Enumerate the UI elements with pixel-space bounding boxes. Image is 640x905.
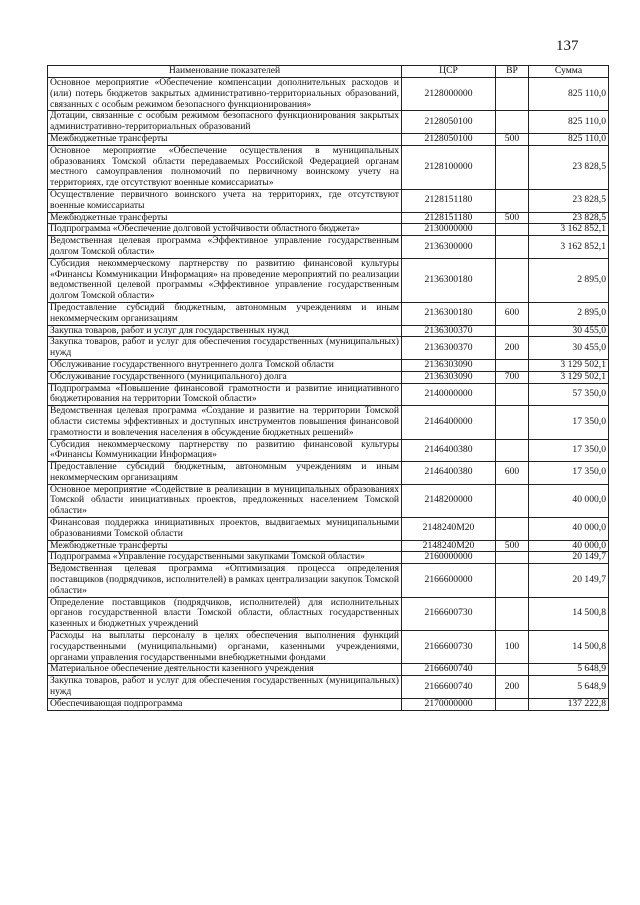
row-vr-cell: [496, 698, 529, 710]
row-sum-cell: 23 828,5: [529, 212, 609, 224]
table-row: [48, 406, 609, 439]
row-name-cell: Материальное обеспечение деятельности казенного учреждения: [48, 664, 402, 676]
row-name-cell: Межбюджетные трансферты: [48, 540, 402, 552]
row-vr-cell: 500: [496, 133, 529, 145]
table-row: [48, 302, 609, 325]
table-row: [48, 518, 609, 541]
row-name-cell: Ведомственная целевая программа «Оптимизация процесса определения поставщиков (подрядчиков, исполнителей) в рамках централизации закупок Томской области»: [48, 564, 402, 597]
table-row: [48, 462, 609, 485]
row-sum-cell: 825 110,0: [529, 78, 609, 111]
row-vr-cell: [496, 189, 529, 212]
row-csr-cell: 2166600730: [402, 631, 496, 664]
table-row: [48, 564, 609, 597]
row-vr-cell: [496, 518, 529, 541]
table-row: [48, 337, 609, 360]
row-csr-cell: 2128151180: [402, 189, 496, 212]
table-row: [48, 258, 609, 302]
row-csr-cell: 2148200000: [402, 484, 496, 517]
row-name-cell: Закупка товаров, работ и услуг для государственных нужд: [48, 325, 402, 337]
header-name: Наименование показателей: [48, 66, 402, 78]
row-vr-cell: [496, 484, 529, 517]
header-sum: Сумма: [529, 66, 609, 78]
table-row: [48, 371, 609, 383]
row-name-cell: Финансовая поддержка инициативных проектов, выдвигаемых муниципальными образованиями Томской области: [48, 518, 402, 541]
row-name-cell: Ведомственная целевая программа «Эффективное управление государственным долгом Томской области»: [48, 236, 402, 259]
row-csr-cell: 2166600730: [402, 597, 496, 630]
row-csr-cell: 2136300180: [402, 258, 496, 302]
row-sum-cell: 3 129 502,1: [529, 371, 609, 383]
row-vr-cell: [496, 359, 529, 371]
row-vr-cell: 500: [496, 540, 529, 552]
row-sum-cell: 825 110,0: [529, 111, 609, 134]
row-vr-cell: 500: [496, 212, 529, 224]
table-row: [48, 145, 609, 189]
row-csr-cell: 2170000000: [402, 698, 496, 710]
row-csr-cell: 2130000000: [402, 224, 496, 236]
row-vr-cell: 200: [496, 337, 529, 360]
table-row: [48, 224, 609, 236]
row-sum-cell: 825 110,0: [529, 133, 609, 145]
row-sum-cell: 3 162 852,1: [529, 236, 609, 259]
row-csr-cell: 2128151180: [402, 212, 496, 224]
row-vr-cell: [496, 78, 529, 111]
row-sum-cell: 20 149,7: [529, 552, 609, 564]
table-row: [48, 439, 609, 462]
row-sum-cell: 57 350,0: [529, 383, 609, 406]
row-name-cell: Межбюджетные трансферты: [48, 212, 402, 224]
row-name-cell: Расходы на выплаты персоналу в целях обеспечения выполнения функций государственными (муниципальными) органами, казенными учреждениями, органами управления государственными внебюджетными фондами: [48, 631, 402, 664]
row-name-cell: Дотации, связанные с особым режимом безопасного функционирования закрытых административно-территориальных образований: [48, 111, 402, 134]
row-vr-cell: 200: [496, 676, 529, 699]
row-csr-cell: 2136303090: [402, 371, 496, 383]
table-header-row: [48, 66, 609, 78]
row-vr-cell: [496, 597, 529, 630]
row-sum-cell: 3 129 502,1: [529, 359, 609, 371]
row-csr-cell: 2136303090: [402, 359, 496, 371]
row-name-cell: Закупка товаров, работ и услуг для обеспечения государственных (муниципальных) нужд: [48, 337, 402, 360]
row-sum-cell: 137 222,8: [529, 698, 609, 710]
row-sum-cell: 2 895,0: [529, 258, 609, 302]
table-row: [48, 78, 609, 111]
row-csr-cell: 2136300180: [402, 302, 496, 325]
row-name-cell: Ведомственная целевая программа «Создание и развитие на территории Томской области системы эффективных и доступных инструментов повышения финансовой грамотности и вовлечения населения в обсуждение бюджетных решений»: [48, 406, 402, 439]
row-csr-cell: 2128100000: [402, 145, 496, 189]
row-csr-cell: 2146400000: [402, 406, 496, 439]
row-csr-cell: 2136300370: [402, 325, 496, 337]
row-csr-cell: 2146400380: [402, 462, 496, 485]
row-csr-cell: 2166600000: [402, 564, 496, 597]
row-csr-cell: 2136300370: [402, 337, 496, 360]
table-row: [48, 540, 609, 552]
table-row: [48, 698, 609, 710]
row-sum-cell: 30 455,0: [529, 337, 609, 360]
table-row: [48, 359, 609, 371]
table-row: [48, 597, 609, 630]
row-sum-cell: 14 500,8: [529, 631, 609, 664]
row-sum-cell: 5 648,9: [529, 676, 609, 699]
row-vr-cell: [496, 564, 529, 597]
row-name-cell: Субсидия некоммерческому партнерству по развитию финансовой культуры «Финансы Коммуникации Информация»: [48, 439, 402, 462]
row-name-cell: Обеспечивающая подпрограмма: [48, 698, 402, 710]
row-vr-cell: 700: [496, 371, 529, 383]
row-csr-cell: 2128000000: [402, 78, 496, 111]
row-vr-cell: 100: [496, 631, 529, 664]
row-vr-cell: [496, 111, 529, 134]
row-sum-cell: 17 350,0: [529, 462, 609, 485]
row-name-cell: Подпрограмма «Повышение финансовой грамотности и развитие инициативного бюджетирования на территории Томской области»: [48, 383, 402, 406]
row-sum-cell: 40 000,0: [529, 484, 609, 517]
row-name-cell: Основное мероприятие «Обеспечение осуществления в муниципальных образованиях Томской области передаваемых Российской Федерацией органам местного самоуправления полномочий по первичному воинскому учету на территориях, где отсутствуют военные комиссариаты»: [48, 145, 402, 189]
row-sum-cell: 17 350,0: [529, 406, 609, 439]
table-row: [48, 552, 609, 564]
row-vr-cell: [496, 236, 529, 259]
row-sum-cell: 40 000,0: [529, 518, 609, 541]
row-name-cell: Субсидия некоммерческому партнерству по развитию финансовой культуры «Финансы Коммуникации Информация» на проведение мероприятий по реализации ведомственной целевой программы «Эффективное управление государственным долгом Томской области»: [48, 258, 402, 302]
row-csr-cell: 2166600740: [402, 676, 496, 699]
row-vr-cell: [496, 224, 529, 236]
row-vr-cell: [496, 406, 529, 439]
table-row: [48, 111, 609, 134]
table-row: [48, 484, 609, 517]
row-vr-cell: [496, 552, 529, 564]
row-name-cell: Осуществление первичного воинского учета на территориях, где отсутствуют военные комиссариаты: [48, 189, 402, 212]
budget-table: [47, 65, 609, 711]
header-csr: ЦСР: [402, 66, 496, 78]
table-row: [48, 325, 609, 337]
row-name-cell: Определение поставщиков (подрядчиков, исполнителей) для исполнительных органов государственной власти Томской области, областных государственных казенных и бюджетных учреждений: [48, 597, 402, 630]
row-name-cell: Подпрограмма «Управление государственными закупками Томской области»: [48, 552, 402, 564]
row-name-cell: Обслуживание государственного (муниципального) долга: [48, 371, 402, 383]
row-sum-cell: 2 895,0: [529, 302, 609, 325]
row-name-cell: Предоставление субсидий бюджетным, автономным учреждениям и иным некоммерческим организациям: [48, 302, 402, 325]
table-row: [48, 133, 609, 145]
row-vr-cell: [496, 439, 529, 462]
row-name-cell: Межбюджетные трансферты: [48, 133, 402, 145]
row-vr-cell: [496, 258, 529, 302]
row-vr-cell: [496, 145, 529, 189]
row-name-cell: Подпрограмма «Обеспечение долговой устойчивости областного бюджета»: [48, 224, 402, 236]
row-sum-cell: 40 000,0: [529, 540, 609, 552]
page-number: 137: [556, 38, 579, 54]
row-vr-cell: [496, 664, 529, 676]
row-sum-cell: 5 648,9: [529, 664, 609, 676]
row-sum-cell: 3 162 852,1: [529, 224, 609, 236]
row-csr-cell: 2148240М20: [402, 540, 496, 552]
row-csr-cell: 2140000000: [402, 383, 496, 406]
row-vr-cell: [496, 383, 529, 406]
table-row: [48, 676, 609, 699]
row-sum-cell: 14 500,8: [529, 597, 609, 630]
row-vr-cell: [496, 325, 529, 337]
table-row: [48, 383, 609, 406]
row-name-cell: Обслуживание государственного внутреннего долга Томской области: [48, 359, 402, 371]
table-row: [48, 212, 609, 224]
row-csr-cell: 2160000000: [402, 552, 496, 564]
row-vr-cell: 600: [496, 302, 529, 325]
row-csr-cell: 2148240М20: [402, 518, 496, 541]
row-sum-cell: 23 828,5: [529, 189, 609, 212]
row-csr-cell: 2166600740: [402, 664, 496, 676]
row-name-cell: Основное мероприятие «Обеспечение компенсации дополнительных расходов и (или) потерь бюджетов закрытых административно-территориальных образований, связанных с особым режимом безопасного функционирования»: [48, 78, 402, 111]
table-row: [48, 664, 609, 676]
row-name-cell: Предоставление субсидий бюджетным, автономным учреждениям и иным некоммерческим организациям: [48, 462, 402, 485]
row-sum-cell: 17 350,0: [529, 439, 609, 462]
row-vr-cell: 600: [496, 462, 529, 485]
table-row: [48, 631, 609, 664]
row-csr-cell: 2136300000: [402, 236, 496, 259]
row-sum-cell: 30 455,0: [529, 325, 609, 337]
row-name-cell: Закупка товаров, работ и услуг для обеспечения государственных (муниципальных) нужд: [48, 676, 402, 699]
header-vr: ВР: [496, 66, 529, 78]
row-csr-cell: 2128050100: [402, 133, 496, 145]
row-csr-cell: 2128050100: [402, 111, 496, 134]
table-row: [48, 189, 609, 212]
row-sum-cell: 23 828,5: [529, 145, 609, 189]
row-csr-cell: 2146400380: [402, 439, 496, 462]
row-sum-cell: 20 149,7: [529, 564, 609, 597]
table-row: [48, 236, 609, 259]
row-name-cell: Основное мероприятие «Содействие в реализации в муниципальных образованиях Томской области инициативных проектов, предложенных населением Томской области»: [48, 484, 402, 517]
